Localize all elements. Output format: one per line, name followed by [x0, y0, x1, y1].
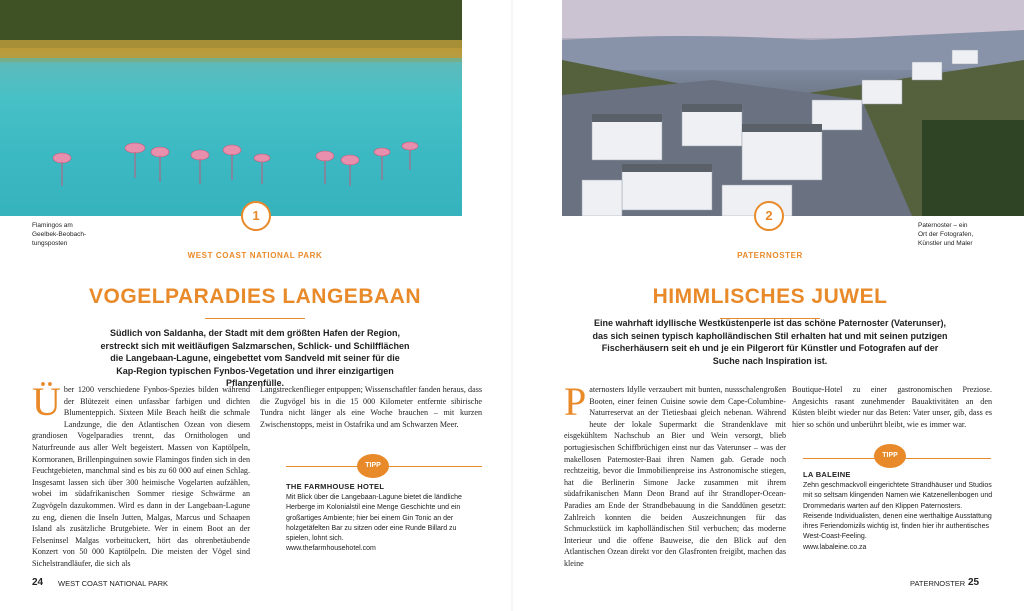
body-column-2: Boutique-Hotel zu einer gastronomischen Preziose. Angesichts rasant zunehmender Bauaktivitäten an den Küsten bleibt wieder nur das Beten: Vater unser, gib, dass es hier so schön und unberührt bleibt, wie es immer war. [792, 385, 992, 429]
headline-divider [205, 318, 305, 319]
page-number-right: 25 [968, 577, 980, 588]
lead-paragraph: Südlich von Saldanha, der Stadt mit dem größten Hafen der Region, erstreckt sich mit weitläufigen Salzmarschen, Schlick- und Schilfflächen die Langebaan-Lagune, eingebettet vom Sandveld mit seiner für die Kap-Region typischen Fynbos-Vegetation und ihrer einzigartigen Pflanzenfülle. [100, 328, 410, 388]
tip-description [286, 493, 480, 555]
drop-cap: P [564, 379, 587, 424]
caption-line: Künstler und Maler [918, 240, 973, 247]
page-number-left: 24 [32, 577, 44, 588]
paternoster-photo [562, 0, 1024, 216]
footer-section-right: PATERNOSTER [910, 579, 966, 588]
tip-title: THE FARMHOUSE HOTEL [286, 482, 385, 491]
tip-title: LA BALEINE [803, 470, 851, 479]
photo-caption [32, 221, 102, 248]
tip-url-link[interactable]: www.labaleine.co.za [803, 543, 867, 551]
caption-line: tungsposten [32, 240, 68, 247]
flamingo-photo [0, 0, 462, 216]
tip-badge: TIPP [874, 444, 906, 468]
section-kicker: PATERNOSTER [737, 251, 803, 260]
body-column-1 [32, 379, 250, 570]
flamingo-illustration [0, 0, 462, 216]
lead-paragraph: Eine wahrhaft idyllische Westküstenperle ist das schöne Paternoster (Vaterunser), das sich seinen typisch kapholländischen Stil erhalten hat und mit seinen putzigen Fischerhäusern seit eh und je ein Pilgerort für Künstler und Fotografen auf der Suche nach Inspiration ist. [592, 318, 948, 366]
book-gutter [511, 0, 513, 611]
paternoster-illustration [562, 0, 1024, 216]
tip-description [803, 481, 993, 553]
photo-number-badge: 1 [241, 201, 271, 231]
tip-text: Zehn geschmackvoll eingerichtete Strandhäuser und Studios mit so seltsam klingenden Namen wie Katzenellenbogen und Drommedaris warten auf den Klippen Paternosters. Reisende Individualisten, denen eine werthaltige Ausstattung ihres Feriendomizils wichtig ist, finden hier ihr authentisches West-Coast-Feeling. [803, 482, 993, 541]
tip-text: Mit Blick über die Langebaan-Lagune bietet die ländliche Herberge im Kolonialstil eine Menge Geschichte und ein großartiges Ambiente; hier bei einem Gin Tonic an der holzgetäfelten Bar zu sitzen oder eine Runde Billard zu spielen, lohnt sich. [286, 494, 462, 543]
body-column-1 [564, 379, 786, 570]
tip-badge: TIPP [357, 454, 389, 478]
caption-line: Geelbek-Beobach- [32, 231, 87, 238]
caption-line: Ort der Fotografen, [918, 231, 974, 238]
drop-cap: Ü [32, 379, 61, 424]
tip-url-link[interactable]: www.thefarmhousehotel.com [286, 545, 376, 553]
section-kicker: WEST COAST NATIONAL PARK [187, 251, 323, 260]
page-headline: VOGELPARADIES LANGEBAAN [89, 285, 421, 308]
body-text: aternosters Idylle verzaubert mit bunten, nussschalengroßen Booten, einer feinen Cuisine sowie dem Cape-Columbine-Naturreservat an der Tietiesbaai gleich nebenan. Während heute der lokale Supermarkt die Strandenklave mit eisgekühltem Nachschub an Bier und Wein versorgt, blieb portugiesischen Schiffbrüchigen einst nur das Vaterunser – was der makellosen Paternoster-Baai ihren Namen gab. Gerade noch rechtzeitig, bevor die Immobilienpreise ins Astronomische stiegen, hat die Berlinerin Simone Jacke zusammen mit ihrem südafrikanischen Mann Deon Brand auf ihr Strandloper-Ocean-Paradies am Ende der Strandbebauung in die Sanddünen gesetzt: Zahlreich konnten die beiden Auszeichnungen für das Schmuckstück im kapholländischen Stil verbuchen; das moderne Interieur und die offene Bauweise, die den Blick auf den Atlantischen Ozean direkt vor den Glasfronten freigibt, machen das kleine [564, 385, 786, 568]
page-headline: HIMMLISCHES JUWEL [652, 285, 888, 308]
photo-caption [918, 221, 1008, 248]
caption-line: Paternoster – ein [918, 222, 968, 229]
caption-line: Flamingos am [32, 222, 73, 229]
body-text: ber 1200 verschiedene Fynbos-Spezies bilden während der Blütezeit einen unfassbar farbigen und dichten Blumenteppich. Sixteen Mile Beach heißt die schmale Landzunge, die den Atlantischen Ozean von diesem grandiosen Vogelparadies trennt, das Ornithologen und Naturfreunde aus aller Welt begeistert. Massen von Kaptölpeln, Kormoranen, Brillenpinguinen sowie Flamingos finden sich in den Feuchtgebieten, manchmal sind es bis zu 60 000 auf einen Schlag. Insgesamt lassen sich über 300 heimische Vogelarten aufzählen, wobei im südafrikanischen Sommer riesige Schwärme an Zugvögeln dazukommen. Wird es dann in der Langebaan-Lagune zu eng, dienen die Inseln Jutten, Malgas, Marcus und Schaapen Island als zusätzliche Brutgebiete. Wer in einem Boot an der Felseninsel Malgas vorbeituckert, hört das ohrenbetäubende Konzert von 50 000 Kaptölpeln. Die meisten der Vögel sind Sichelstrandläufer, die sich als [32, 385, 250, 568]
photo-number-badge: 2 [754, 201, 784, 231]
footer-section-left: WEST COAST NATIONAL PARK [58, 579, 169, 588]
body-column-2: Langstreckenflieger entpuppen; Wissenschaftler fanden heraus, dass die Zugvögel bis in die 15 000 Kilometer entfernte sibirische Tundra nicht länger als eine Woche brauchen – mit kurzen Zwischenstopps, meist in Ostafrika und am Schwarzen Meer. [260, 385, 482, 429]
